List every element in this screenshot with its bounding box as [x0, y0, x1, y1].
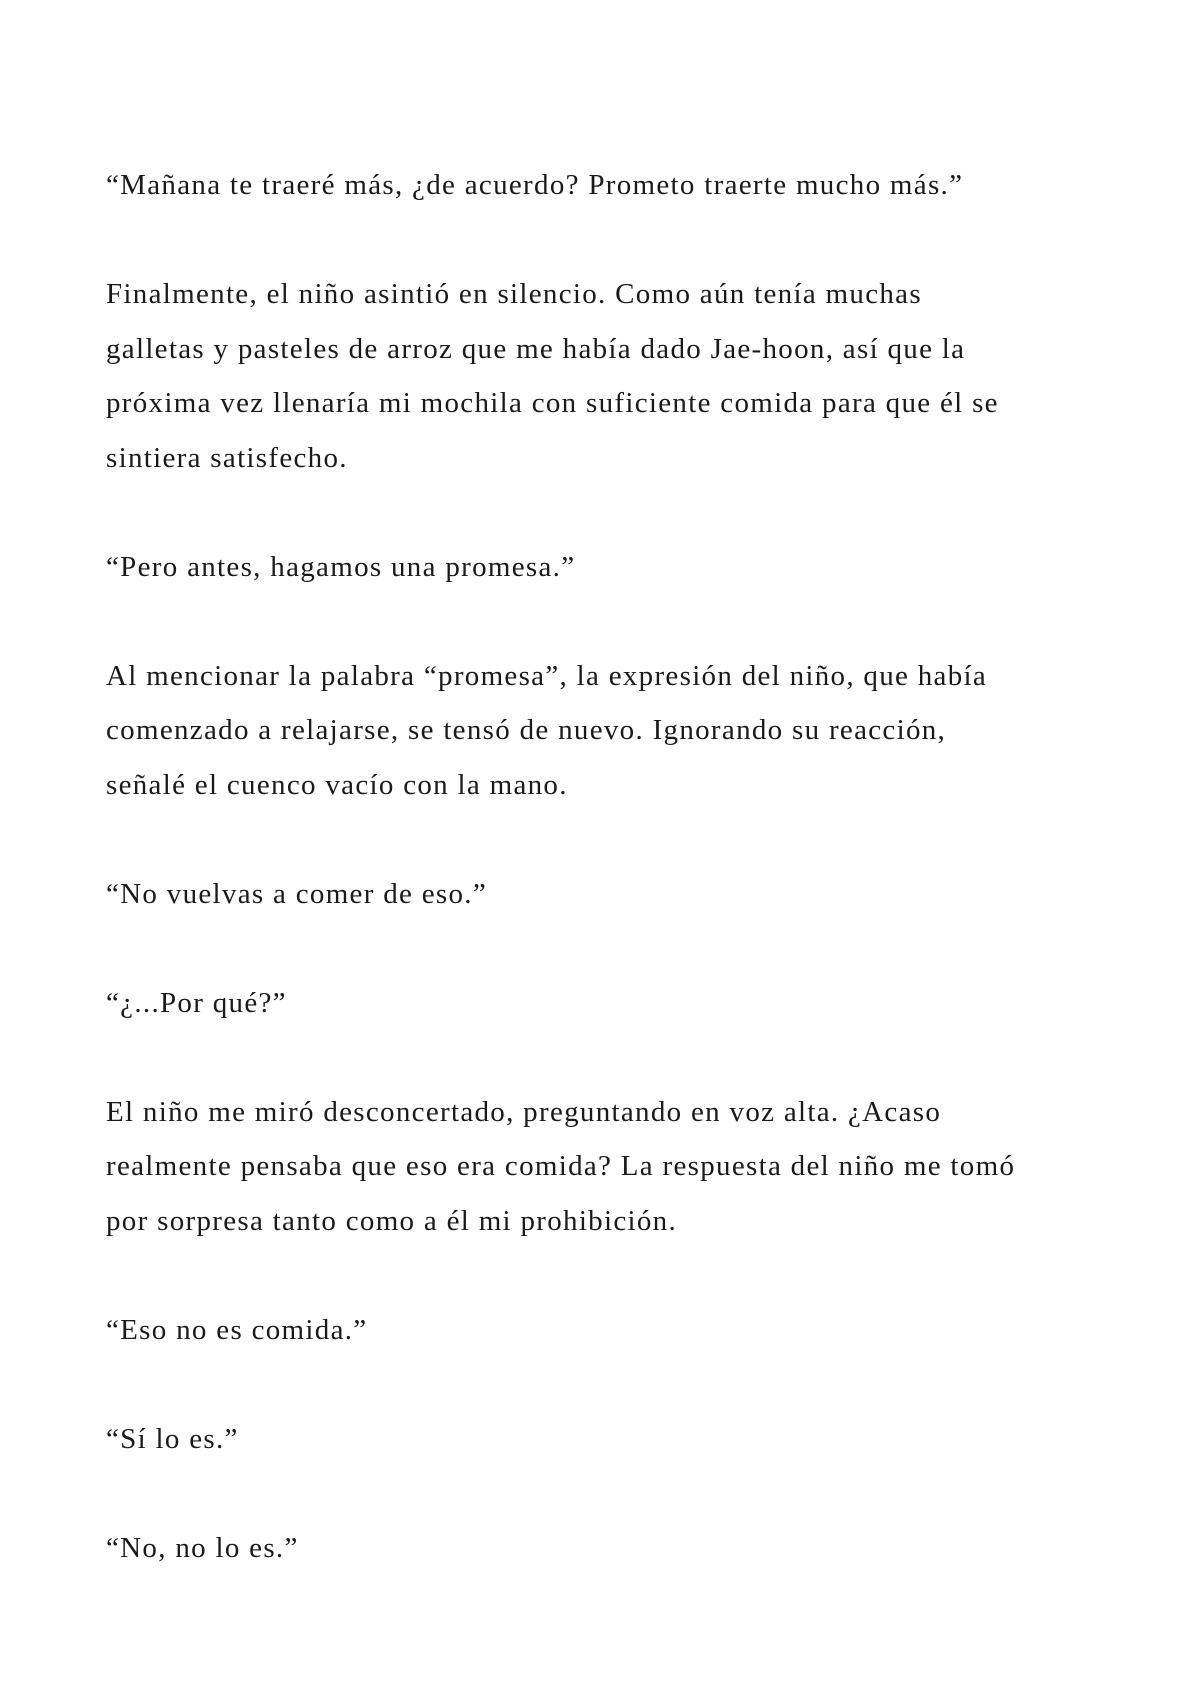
document-body [106, 158, 1106, 1630]
text-line: galletas y pasteles de arroz que me había dado Jae-hoon, así que la [106, 332, 966, 365]
paragraph [106, 267, 1106, 485]
text-line: “Eso no es comida.” [106, 1313, 368, 1346]
text-line: “Mañana te traeré más, ¿de acuerdo? Prometo traerte mucho más.” [106, 169, 964, 201]
text-line: señalé el cuenco vacío con la mano. [106, 768, 568, 801]
text-line: “¿...Por qué?” [106, 986, 287, 1019]
paragraph [106, 1303, 1106, 1358]
text-line: “No, no lo es.” [106, 1531, 299, 1564]
text-line: “Pero antes, hagamos una promesa.” [106, 550, 576, 583]
text-line: Al mencionar la palabra “promesa”, la expresión del niño, que había [106, 659, 988, 692]
text-line: comenzado a relajarse, se tensó de nuevo. Ignorando su reacción, [106, 714, 947, 746]
paragraph [106, 158, 1106, 213]
text-line: realmente pensaba que eso era comida? La respuesta del niño me tomó [106, 1150, 1016, 1182]
text-line: Finalmente, el niño asintió en silencio. Como aún tenía muchas [106, 278, 922, 310]
paragraph [106, 976, 1106, 1031]
text-line: “Sí lo es.” [106, 1422, 239, 1455]
paragraph [106, 1521, 1106, 1576]
text-line: El niño me miró desconcertado, preguntando en voz alta. ¿Acaso [106, 1095, 942, 1128]
text-line: “No vuelvas a comer de eso.” [106, 877, 488, 910]
paragraph [106, 1085, 1106, 1249]
text-line: sintiera satisfecho. [106, 441, 348, 474]
paragraph [106, 1412, 1106, 1467]
paragraph [106, 649, 1106, 813]
paragraph [106, 540, 1106, 595]
text-line: por sorpresa tanto como a él mi prohibición. [106, 1204, 678, 1237]
paragraph [106, 867, 1106, 922]
text-line: próxima vez llenaría mi mochila con suficiente comida para que él se [106, 387, 999, 419]
